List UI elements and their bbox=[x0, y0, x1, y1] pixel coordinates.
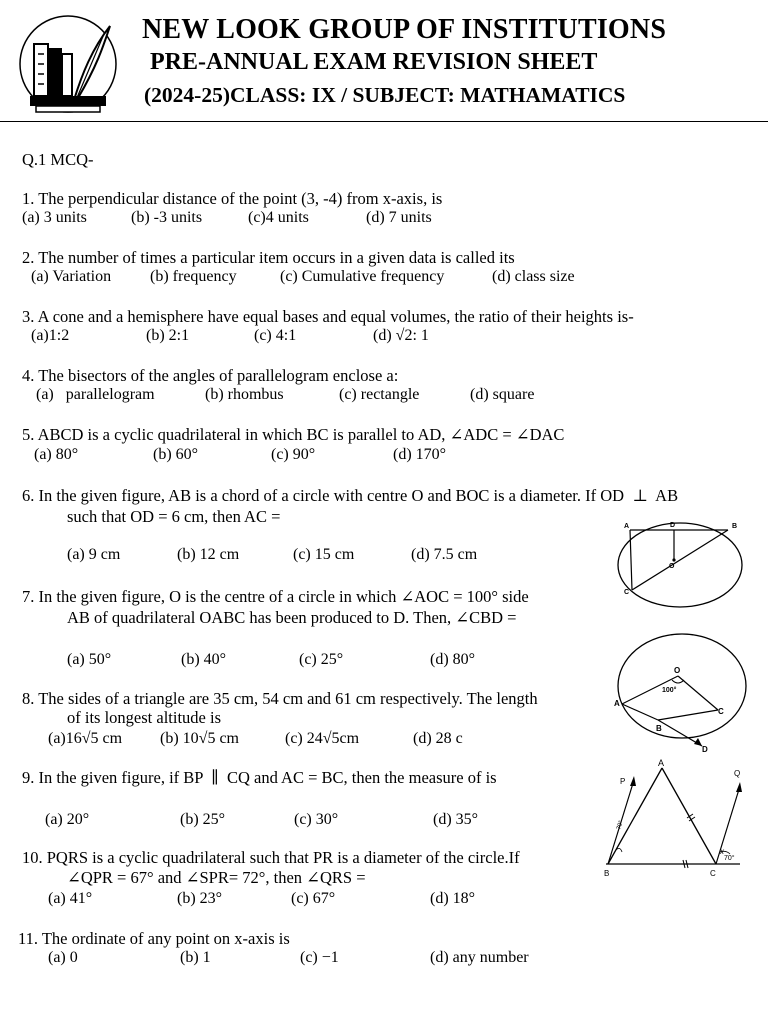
question-10-line2: ∠QPR = 67° and ∠SPR= 72°, then ∠QRS = bbox=[67, 868, 366, 887]
fig7-label-D: D bbox=[702, 745, 708, 754]
q8-option-c: (c) 24√5cm bbox=[285, 730, 360, 747]
q7-option-d: (d) 80° bbox=[430, 651, 476, 668]
fig9-label-x: x bbox=[720, 847, 724, 856]
fig6-label-D: D bbox=[670, 522, 676, 529]
q11-option-b: (b) 1 bbox=[180, 949, 211, 966]
question-11: 11. The ordinate of any point on x-axis is bbox=[18, 929, 290, 948]
q11-option-d: (d) any number bbox=[430, 949, 529, 966]
q2-option-b: (b) frequency bbox=[150, 268, 237, 285]
fig9-label-70-left: 70° bbox=[616, 820, 625, 831]
q8-option-a: (a)16√5 cm bbox=[48, 730, 123, 747]
q9-option-a: (a) 20° bbox=[45, 811, 90, 828]
fig6-label-B: B bbox=[732, 523, 738, 530]
institution-logo bbox=[12, 14, 124, 118]
q3-option-a: (a)1:2 bbox=[31, 327, 70, 344]
q1-option-d: (d) 7 units bbox=[366, 209, 432, 226]
q1-option-c: (c)4 units bbox=[248, 209, 309, 226]
q6-option-b: (b) 12 cm bbox=[177, 546, 240, 563]
q5-option-d: (d) 170° bbox=[393, 446, 447, 463]
fig7-label-C: C bbox=[718, 707, 724, 716]
q8-option-d: (d) 28 c bbox=[413, 730, 463, 747]
q11-option-a: (a) 0 bbox=[48, 949, 78, 966]
fig7-label-100: 100° bbox=[662, 687, 677, 694]
question-8-line2: of its longest altitude is bbox=[67, 708, 221, 727]
fig9-label-B: B bbox=[604, 869, 610, 878]
class-subject-line: (2024-25)CLASS: IX / SUBJECT: MATHAMATICS bbox=[144, 83, 626, 107]
question-6-line2: such that OD = 6 cm, then AC = bbox=[67, 507, 281, 526]
question-9: 9. In the given figure, if BP ∥ CQ and AC = BC, then the measure of is bbox=[22, 768, 497, 787]
q11-option-c: (c) −1 bbox=[300, 949, 339, 966]
q3-option-b: (b) 2:1 bbox=[146, 327, 190, 344]
q7-option-c: (c) 25° bbox=[299, 651, 344, 668]
q10-option-c: (c) 67° bbox=[291, 890, 336, 907]
q3-option-c: (c) 4:1 bbox=[254, 327, 297, 344]
q1-option-a: (a) 3 units bbox=[22, 209, 87, 226]
q5-option-a: (a) 80° bbox=[34, 446, 79, 463]
fig7-label-O: O bbox=[674, 666, 681, 675]
header bbox=[0, 0, 768, 122]
q10-option-d: (d) 18° bbox=[430, 890, 476, 907]
question-1: 1. The perpendicular distance of the point (3, -4) from x-axis, is bbox=[22, 189, 443, 208]
fig9-label-Q: Q bbox=[734, 769, 741, 778]
fig9-label-A: A bbox=[658, 758, 665, 768]
q6-option-d: (d) 7.5 cm bbox=[411, 546, 478, 563]
q3-option-d: (d) √2: 1 bbox=[373, 327, 429, 344]
q2-option-d: (d) class size bbox=[492, 268, 575, 285]
q2-option-a: (a) Variation bbox=[31, 268, 112, 285]
q10-option-a: (a) 41° bbox=[48, 890, 93, 907]
institution-name: NEW LOOK GROUP OF INSTITUTIONS bbox=[142, 14, 667, 45]
q5-option-c: (c) 90° bbox=[271, 446, 316, 463]
fig9-label-70-right: 70° bbox=[724, 855, 735, 862]
question-5: 5. ABCD is a cyclic quadrilateral in which BC is parallel to AD, ∠ADC = ∠DAC bbox=[22, 425, 565, 444]
fig7-label-A: A bbox=[614, 699, 620, 708]
q5-option-b: (b) 60° bbox=[153, 446, 199, 463]
q8-option-b: (b) 10√5 cm bbox=[160, 730, 239, 747]
fig9-label-C: C bbox=[710, 869, 716, 878]
q2-option-c: (c) Cumulative frequency bbox=[280, 268, 445, 285]
question-7: 7. In the given figure, O is the centre of a circle in which ∠AOC = 100° side bbox=[22, 587, 529, 606]
fig6-label-O: O bbox=[669, 563, 675, 570]
q7-option-b: (b) 40° bbox=[181, 651, 227, 668]
header-divider bbox=[0, 121, 768, 122]
fig6-label-A: A bbox=[624, 523, 630, 530]
q9-option-b: (b) 25° bbox=[180, 811, 226, 828]
fig9-label-P: P bbox=[620, 777, 626, 786]
figure-q6-circle-chord bbox=[612, 518, 752, 610]
fig6-label-C: C bbox=[624, 589, 630, 596]
q4-option-b: (b) rhombus bbox=[205, 386, 284, 403]
question-10: 10. PQRS is a cyclic quadrilateral such that PR is a diameter of the circle.If bbox=[22, 848, 520, 867]
q9-option-d: (d) 35° bbox=[433, 811, 479, 828]
figure-q7-circle-quadrilateral bbox=[612, 628, 762, 754]
fig7-label-B: B bbox=[656, 724, 662, 733]
q4-option-d: (d) square bbox=[470, 386, 535, 403]
question-7-line2: AB of quadrilateral OABC has been produced to D. Then, ∠CBD = bbox=[67, 608, 517, 627]
question-3: 3. A cone and a hemisphere have equal bases and equal volumes, the ratio of their heights is- bbox=[22, 307, 634, 326]
sheet-title: PRE-ANNUAL EXAM REVISION SHEET bbox=[150, 49, 598, 75]
q4-option-c: (c) rectangle bbox=[339, 386, 420, 403]
section-title: Q.1 MCQ- bbox=[22, 150, 94, 169]
q4-option-a: (a) parallelogram bbox=[36, 386, 155, 403]
q10-option-b: (b) 23° bbox=[177, 890, 223, 907]
q6-option-a: (a) 9 cm bbox=[67, 546, 121, 563]
figure-q9-triangle-parallel-lines bbox=[598, 758, 742, 880]
question-6: 6. In the given figure, AB is a chord of a circle with centre O and BOC is a diameter. If OD ⊥ AB bbox=[22, 486, 679, 505]
question-8: 8. The sides of a triangle are 35 cm, 54 cm and 61 cm respectively. The length bbox=[22, 689, 538, 708]
q1-option-b: (b) -3 units bbox=[131, 209, 203, 226]
q6-option-c: (c) 15 cm bbox=[293, 546, 355, 563]
q7-option-a: (a) 50° bbox=[67, 651, 112, 668]
question-2: 2. The number of times a particular item occurs in a given data is called its bbox=[22, 248, 515, 267]
question-4: 4. The bisectors of the angles of parallelogram enclose a: bbox=[22, 366, 399, 385]
q9-option-c: (c) 30° bbox=[294, 811, 339, 828]
